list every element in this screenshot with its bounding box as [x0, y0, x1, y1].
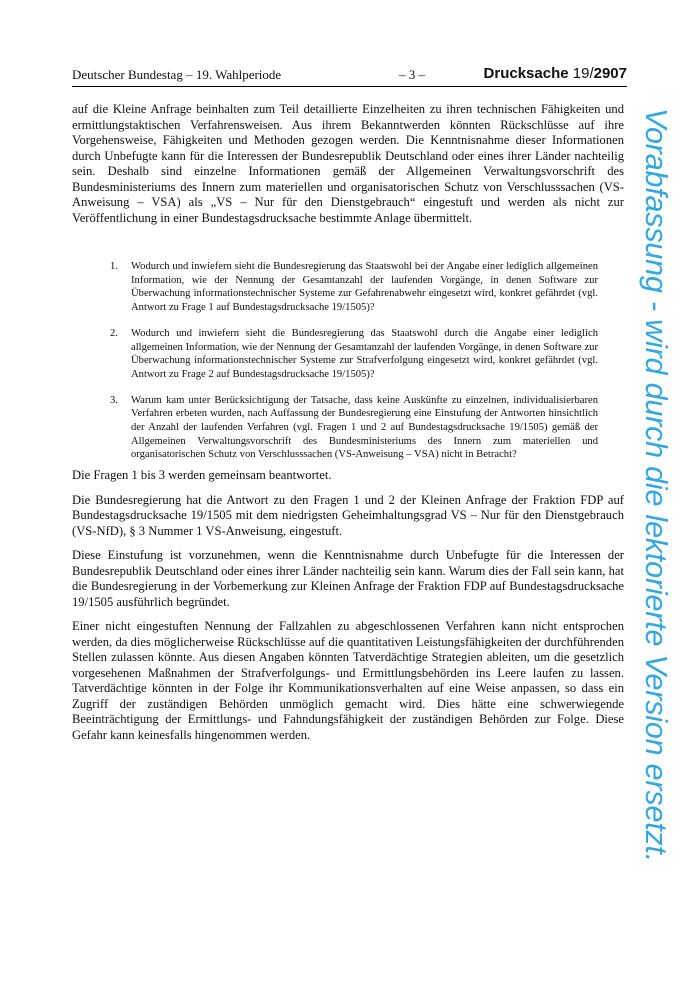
document-number: [484, 65, 627, 82]
intro-paragraph: auf die Kleine Anfrage beinhalten zum Teil detaillierte Einzelheiten zu ihren technischen Fähigkeiten und ermittlungstaktischen Verfahrensweisen. Aus ihrem Bekanntwerden könnten Rückschlüsse auf ihre Vorgehensweise, Fähigkeiten und Methoden gezogen werden. Die Kenntnisnahme dieser Informationen durch Unbefugte kann für die Interessen der Bundesrepublik Deutschland oder eines ihrer Länder nachteilig sein. Deshalb sind einzelne Informationen gemäß der Allgemeinen Verwaltungsvorschrift des Bundesministeriums des Innern zum materiellen und organisatorischen Schutz von Verschlusssachen (VS-Anweisung – VSA) als „VS – Nur für den Dienstgebrauch“ eingestuft und werden als nicht zur Veröffentlichung in einer Bundestagsdrucksache bestimmte Anlage übermittelt.: [72, 102, 624, 225]
document-id: 2907: [593, 65, 627, 82]
question-text: Wodurch und inwiefern sieht die Bundesregierung das Staatswohl durch die Angabe einer lediglich allgemeinen Information, wie der Nennung der Gesamtanzahl der laufenden Vorgänge, in denen Software zur Überwachung informationstechnischer Systeme zur Strafverfolgung eingesetzt wird, konkret gefährdet (vgl. Antwort zu Frage 2 auf Bundestagsdrucksache 19/1505)?: [131, 327, 598, 380]
question-list: [72, 260, 624, 462]
question-item: [110, 260, 598, 315]
question-number: 3.: [110, 394, 118, 406]
watermark-text: Vorabfassung - wird durch die lektorierte Version ersetzt.: [639, 108, 673, 863]
question-text: Warum kam unter Berücksichtigung der Tatsache, dass keine Auskünfte zu einzelnen, individualisierbaren Verfahren erbeten wurden, nach Auffassung der Bundesregierung eine Einstufung der Antworten hinsichtlich der Anzahl der laufenden Verfahren (vgl. Fragen 1 und 2 auf Bundestagsdrucksache 19/1505) gemäß der Allgemeinen Verwaltungsvorschrift des Bundesministeriums des Innern zum materiellen und organisatorischen Schutz von Verschlusssachen (VS-Anweisung – VSA) nicht in Betracht?: [131, 394, 598, 461]
question-text: Wodurch und inwiefern sieht die Bundesregierung das Staatswohl bei der Angabe einer lediglich allgemeinen Information, wie der Nennung der Gesamtanzahl der laufenden Vorgänge, in denen Software zur Überwachung informationstechnischer Systeme zur Gefahrenabwehr eingesetzt wird, konkret gefährdet (vgl. Antwort zu Frage 1 auf Bundestagsdrucksache 19/1505)?: [131, 261, 598, 314]
page-body: [72, 102, 624, 743]
document-label: Drucksache: [483, 65, 569, 82]
header-parliament: Deutscher Bundestag – 19. Wahlperiode: [72, 67, 282, 82]
answer-paragraph: Die Fragen 1 bis 3 werden gemeinsam beantwortet.: [72, 468, 332, 483]
question-item: [110, 394, 598, 463]
answer-paragraph: Diese Einstufung ist vorzunehmen, wenn die Kenntnisnahme durch Unbefugte für die Interessen der Bundesrepublik Deutschland oder eines ihrer Länder nachteilig sein kann. Warum dies der Fall sein kann, hat die Bundesregierung in der Vorbemerkung zur Kleinen Anfrage der Fraktion FDP auf Bundestagsdrucksache 19/1505 ausführlich begründet.: [72, 548, 624, 609]
page-number: – 3 –: [399, 67, 425, 82]
page-header: [72, 66, 627, 87]
question-number: 2.: [110, 327, 118, 339]
document-prefix: 19/: [568, 65, 594, 82]
question-item: [110, 327, 598, 382]
question-number: 1.: [110, 261, 118, 272]
answer-paragraph: Die Bundesregierung hat die Antwort zu den Fragen 1 und 2 der Kleinen Anfrage der Fraktion FDP auf Bundestagsdrucksache 19/1505 mit dem niedrigsten Geheimhaltungsgrad VS – Nur für den Dienstgebrauch (VS-NfD), § 3 Nummer 1 VS-Anweisung, eingestuft.: [72, 492, 624, 538]
answer-paragraph: Einer nicht eingestuften Nennung der Fallzahlen zu abgeschlossenen Verfahren kann nicht entsprochen werden, da dies möglicherweise Rückschlüsse auf die quantitativen Leistungsfähigkeiten der durchführenden Stellen zulassen könnte. Aus diesen Angaben könnten Tatverdächtige Strategien ableiten, um die gesetzlich vorgesehenen Maßnahmen der Strafverfolgungs- und Ermittlungsbehörden ins Leere laufen zu lassen. Tatverdächtige könnten in der Folge ihr Kommunikationsverhalten auf eine Weise anpassen, so dass ein Zugriff der zuständigen Behörden unmöglich gemacht wird. Dies hätte eine schwerwiegende Beeinträchtigung der Ermittlungs- und Fahndungsfähigkeit der zuständigen Behörden zur Folge. Diese Gefahr kann keinesfalls hingenommen werden.: [72, 619, 624, 742]
draft-watermark: [638, 108, 678, 908]
